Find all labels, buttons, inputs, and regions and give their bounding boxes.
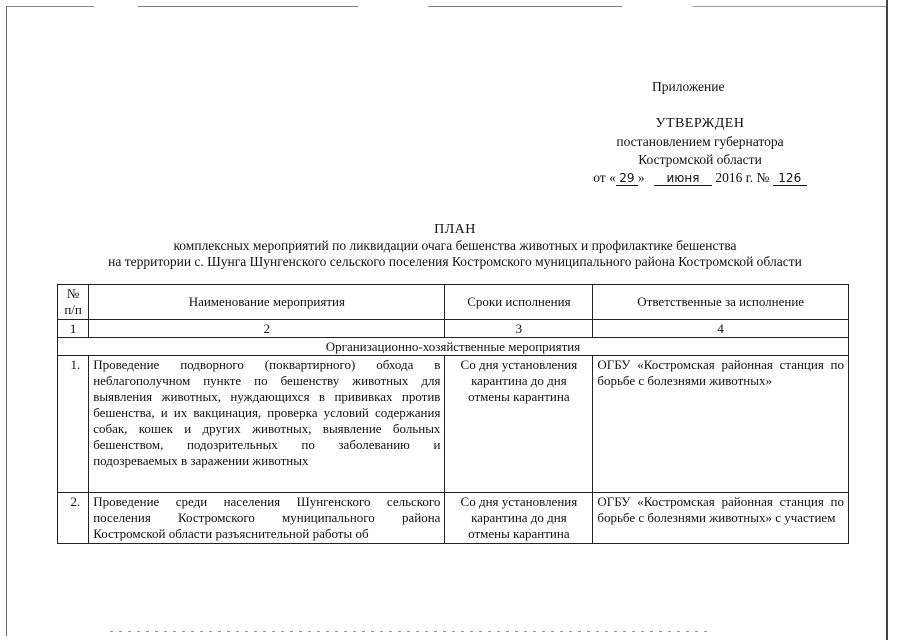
plan-title: ПЛАН xyxy=(434,222,476,237)
table-header-row xyxy=(58,285,849,320)
column-number: 1 xyxy=(58,320,89,338)
plan-subtitle-2: на территории с. Шунга Шунгенского сельского поселения Костромского муниципального района Костромской области xyxy=(108,254,802,269)
date-day: 29 xyxy=(616,171,638,186)
approval-line-1: постановлением губернатора xyxy=(616,134,784,149)
section-row xyxy=(58,338,849,356)
date-month: июня xyxy=(654,171,712,186)
table-row xyxy=(58,493,849,544)
date-year: 2016 г. № xyxy=(715,170,770,185)
header-responsible: Ответственные за исполнение xyxy=(593,285,849,320)
column-number-row xyxy=(58,320,849,338)
scan-edge-left xyxy=(6,6,7,636)
row-responsible: ОГБУ «Костромская районная станция по борьбе с болезнями животных» xyxy=(593,356,849,493)
plan-table xyxy=(57,284,849,544)
column-number: 4 xyxy=(593,320,849,338)
plan-header xyxy=(30,222,880,270)
column-number: 2 xyxy=(89,320,445,338)
scan-edge-right xyxy=(886,0,888,640)
row-number: 2. xyxy=(58,493,89,544)
plan-subtitle-1: комплексных мероприятий по ликвидации очага бешенства животных и профилактике бешенства xyxy=(173,238,737,253)
approval-block xyxy=(560,115,840,187)
date-mid: » xyxy=(637,170,645,185)
row-number: 1. xyxy=(58,356,89,493)
row-activity: Проведение подворного (поквартирного) обхода в неблагополучном пункте по бешенству животных для выявления животных, нуждающихся в прививках против бешенства, и их вакцинация, проверка условий содержания собак, кошек и других животных, выявление больных бешенством, подозрительных по заболеванию и подозреваемых в заражении животных xyxy=(89,356,445,493)
appendix-label: Приложение xyxy=(652,79,725,94)
header-num: № п/п xyxy=(58,285,89,320)
row-terms: Со дня установления карантина до дня отмены карантина xyxy=(445,356,593,493)
column-number: 3 xyxy=(445,320,593,338)
approval-title: УТВЕРЖДЕН xyxy=(655,116,745,131)
approval-date-line xyxy=(560,169,840,187)
row-responsible: ОГБУ «Костромская районная станция по борьбе с болезнями животных» с участием xyxy=(593,493,849,544)
date-prefix: от « xyxy=(593,170,616,185)
row-terms: Со дня установления карантина до дня отмены карантина xyxy=(445,493,593,544)
table-row xyxy=(58,356,849,493)
section-title: Организационно-хозяйственные мероприятия xyxy=(58,338,849,356)
header-name: Наименование мероприятия xyxy=(89,285,445,320)
row-activity: Проведение среди населения Шунгенского сельского поселения Костромского муниципального района Костромской области разъяснительной работы об xyxy=(89,493,445,544)
header-terms: Сроки исполнения xyxy=(445,285,593,320)
approval-line-2: Костромской области xyxy=(638,152,762,167)
scan-edge-top xyxy=(6,6,886,7)
decree-number: 126 xyxy=(773,171,807,186)
scan-edge-bottom xyxy=(110,631,710,632)
